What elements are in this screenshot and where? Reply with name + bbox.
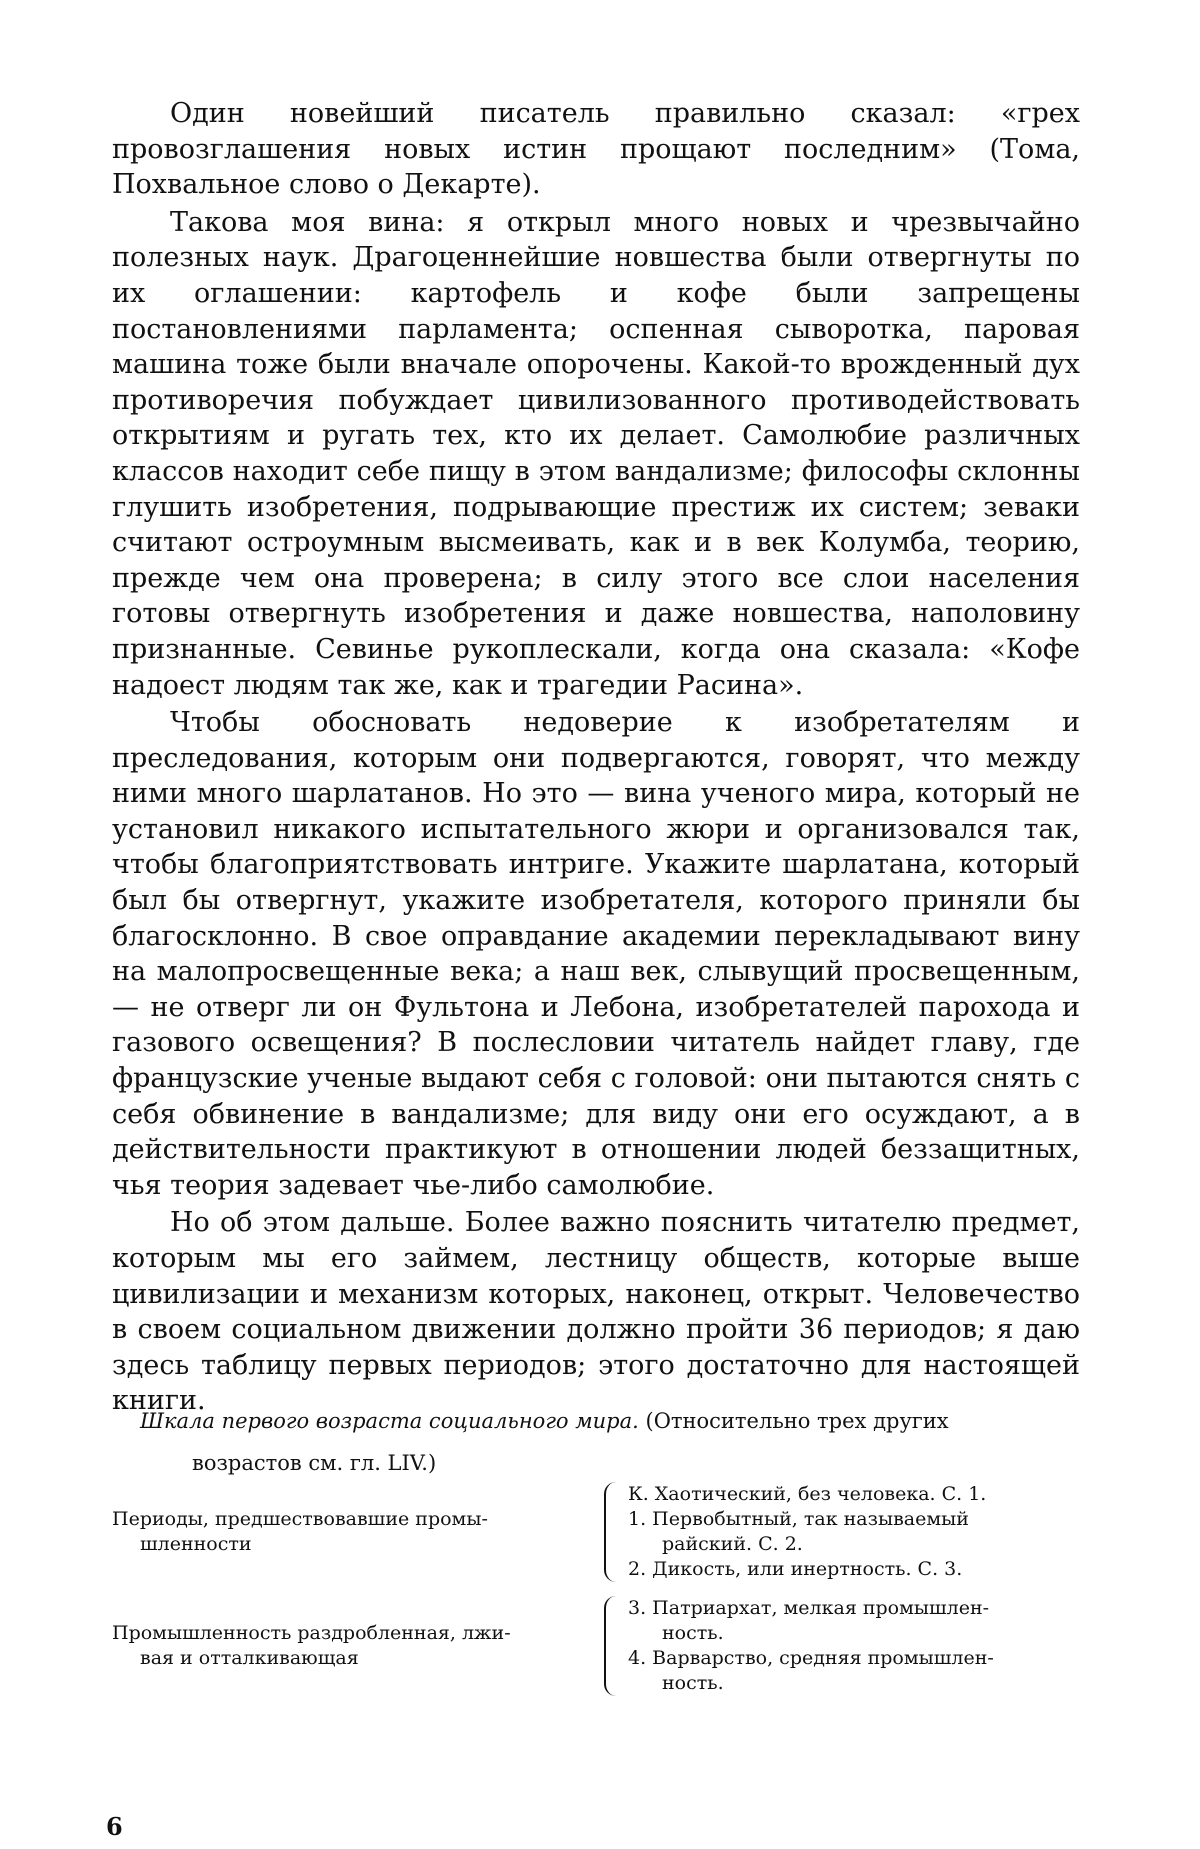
page-number: 6 <box>106 1812 123 1841</box>
period-item-continuation: ность. <box>662 1672 724 1694</box>
brace-icon <box>604 1596 620 1696</box>
caption-line-1 <box>140 1406 1080 1436</box>
caption-note: (Относительно трех других <box>638 1409 949 1433</box>
brace-icon <box>604 1482 620 1582</box>
caption-line-2: возрастов см. гл. LIV.) <box>192 1451 437 1475</box>
period-item-continuation: райский. С. 2. <box>662 1533 803 1555</box>
scale-group <box>112 1596 1080 1696</box>
period-item: 1. Первобытный, так называемый <box>628 1508 969 1530</box>
scale-table <box>112 1482 1080 1710</box>
paragraph-4: Но об этом дальше. Более важно пояснить читателю предмет, которым мы его займем, лестницу обществ, которые выше цивилизации и механизм которых, наконец, открыт. Человечество в своем социальном движении должно пройти 36 периодов; я даю здесь таблицу первых периодов; этого достаточно для настоящей книги. <box>112 1207 1080 1417</box>
scale-group <box>112 1482 1080 1582</box>
group-items <box>628 1596 1080 1696</box>
paragraph-1: Один новейший писатель правильно сказал: «грех провозглашения новых истин прощают последним» (Тома, Похвальное слово о Декарте). <box>112 98 1080 201</box>
paragraph-3: Чтобы обосновать недоверие к изобретателям и преследования, которым они подвергаются, говорят, что между ними много шарлатанов. Но это — вина ученого мира, который не установил никакого испытательного жюри и организовался так, чтобы благоприятствовать интриге. Укажите шарлатана, который был бы отвергнут, укажите изобретателя, которого приняли бы благосклонно. В свое оправдание академии перекладывают вину на малопросвещенные века; а наш век, слывущий просвещенным, — не отверг ли он Фультона и Лебона, изобретателей парохода и газового освещения? В послесловии читатель найдет главу, где французские ученые выдают себя с головой: они пытаются снять с себя обвинение в вандализме; для виду они его осуждают, а в действительности практикуют в отношении людей беззащитных, чья теория задевает чье-либо самолюбие. <box>112 707 1080 1201</box>
period-item: 3. Патриархат, мелкая промышлен- <box>628 1597 990 1619</box>
group-label <box>112 1507 602 1557</box>
group-label-line: вая и отталкивающая <box>140 1647 359 1669</box>
group-items <box>628 1482 1080 1582</box>
period-item: 4. Варварство, средняя промышлен- <box>628 1647 994 1669</box>
group-label-line: шленности <box>140 1533 252 1555</box>
group-label <box>112 1621 602 1671</box>
main-text <box>112 96 1080 1419</box>
caption-title: Шкала первого возраста социального мира. <box>140 1409 639 1433</box>
scale-caption <box>140 1406 1080 1478</box>
period-item: К. Хаотический, без человека. С. 1. <box>628 1483 987 1505</box>
group-label-line: Периоды, предшествовавшие промы- <box>112 1508 488 1530</box>
paragraph-2: Такова моя вина: я открыл много новых и чрезвычайно полезных наук. Драгоценнейшие новшества были отвергнуты по их оглашении: картофель и кофе были запрещены постановлениями парламента; оспенная сыворотка, паровая машина тоже были вначале опорочены. Какой-то врожденный дух противоречия побуждает цивилизованного противодействовать открытиям и ругать тех, кто их делает. Самолюбие различных классов находит себе пищу в этом вандализме; философы склонны глушить изобретения, подрывающие престиж их систем; зеваки считают остроумным высмеивать, как и в век Колумба, теорию, прежде чем она проверена; в силу этого все слои населения готовы отвергнуть изобретения и даже новшества, наполовину признанные. Севинье рукоплескали, когда она сказала: «Кофе надоест людям так же, как и трагедии Расина». <box>112 206 1080 701</box>
period-item-continuation: ность. <box>662 1622 724 1644</box>
group-label-line: Промышленность раздробленная, лжи- <box>112 1622 511 1644</box>
period-item: 2. Дикость, или инертность. С. 3. <box>628 1558 963 1580</box>
